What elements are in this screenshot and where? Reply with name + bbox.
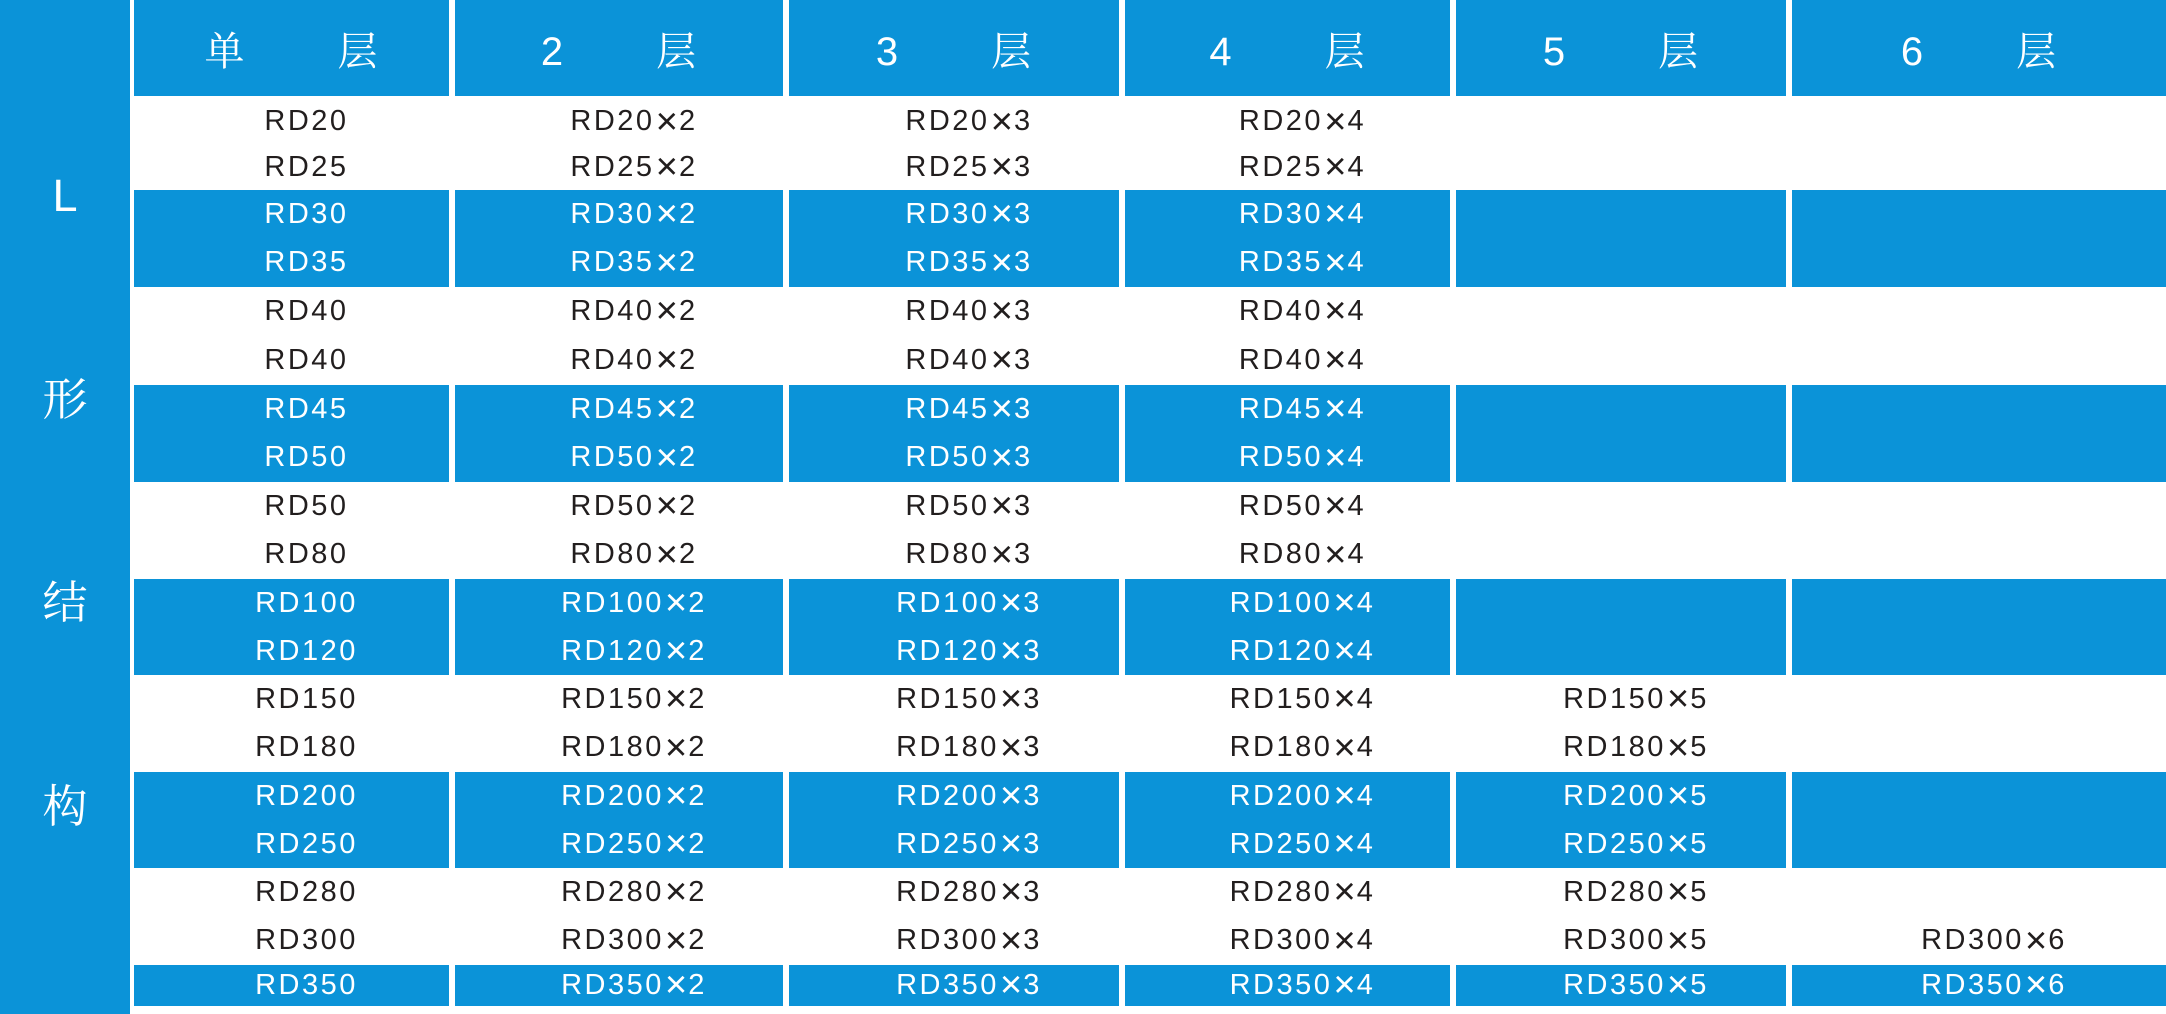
model-cell: RD25 × 2 (570, 145, 698, 189)
table-column-cell (455, 287, 783, 385)
model-cell: RD40 (264, 344, 349, 376)
model-cell: RD350 × 5 (1563, 963, 1709, 1007)
model-cell: RD250 × 3 (896, 821, 1042, 865)
table-column-cell (1456, 99, 1786, 190)
empty-cell (1456, 482, 1786, 531)
model-cell: RD200 × 3 (896, 773, 1042, 817)
multiply-sign: × (1324, 240, 1347, 284)
empty-cell (1456, 531, 1786, 580)
multiply-sign: × (1666, 918, 1690, 962)
table-column-cell (1792, 868, 2166, 965)
model-cell: RD280 × 2 (561, 870, 707, 914)
table-column-cell (134, 579, 449, 675)
model-cell: RD180 × 5 (1563, 725, 1709, 769)
model-cell: RD30 (264, 197, 349, 230)
table-column-cell (134, 190, 449, 287)
multiply-sign: × (1333, 870, 1356, 914)
table-column-cell (455, 868, 783, 965)
column-header-single-layer: 单 层 (134, 0, 449, 96)
model-cell: RD300 × 4 (1229, 918, 1376, 962)
table-column-cell (1456, 868, 1786, 965)
empty-cell (1456, 385, 1786, 434)
model-cell: RD40 × 4 (1238, 338, 1367, 382)
model-cell: RD50 (264, 441, 349, 474)
multiply-sign: × (990, 435, 1013, 479)
model-cell: RD50 × 4 (1238, 484, 1367, 528)
model-cell: RD120 (255, 634, 358, 667)
layer-table (134, 0, 2166, 1014)
column-header-6-layer: 6 层 (1792, 0, 2166, 96)
table-band (134, 482, 2166, 579)
multiply-sign: × (990, 192, 1013, 236)
table-column-cell (1125, 868, 1450, 965)
model-cell: RD280 (255, 875, 358, 908)
multiply-sign: × (655, 240, 678, 284)
empty-cell (1792, 190, 2166, 239)
table-body (134, 99, 2166, 1014)
table-column-cell (789, 385, 1119, 482)
empty-cell (1792, 531, 2166, 580)
model-cell: RD20 × 3 (905, 99, 1033, 143)
model-cell: RD180 (255, 731, 358, 764)
table-column-cell (455, 482, 783, 579)
empty-cell (1792, 239, 2166, 288)
model-cell: RD40 × 3 (905, 289, 1033, 333)
table-column-cell (789, 772, 1119, 868)
model-cell: RD45 × 4 (1238, 387, 1367, 431)
model-cell: RD180 × 3 (896, 725, 1042, 769)
empty-cell (1456, 190, 1786, 239)
empty-cell (1792, 482, 2166, 531)
model-cell: RD350 (255, 969, 358, 1001)
model-cell: RD45 (264, 392, 349, 425)
multiply-sign: × (1324, 192, 1347, 236)
table-column-cell (1125, 675, 1450, 772)
model-cell: RD35 × 2 (570, 240, 698, 284)
table-column-cell (1456, 385, 1786, 482)
multiply-sign: × (664, 963, 688, 1007)
table-band (134, 385, 2166, 482)
empty-cell (1456, 627, 1786, 675)
multiply-sign: × (990, 99, 1013, 143)
model-cell: RD35 × 3 (905, 240, 1033, 284)
table-column-cell (1125, 579, 1450, 675)
model-cell: RD200 × 4 (1229, 773, 1376, 817)
table-column-cell (455, 99, 783, 190)
multiply-sign: × (1333, 725, 1356, 769)
table-column-cell (1456, 579, 1786, 675)
table-band (134, 99, 2166, 190)
multiply-sign: × (1666, 773, 1690, 817)
table-band (134, 772, 2166, 868)
sidebar-char: 结 (42, 577, 88, 629)
table-column-cell (455, 675, 783, 772)
multiply-sign: × (1333, 821, 1356, 865)
multiply-sign: × (664, 918, 688, 962)
model-cell: RD150 × 5 (1563, 677, 1709, 721)
table-column-cell (1792, 675, 2166, 772)
column-header-3-layer: 3 层 (789, 0, 1119, 96)
multiply-sign: × (655, 192, 678, 236)
multiply-sign: × (999, 580, 1023, 624)
table-band (134, 287, 2166, 385)
multiply-sign: × (1666, 677, 1690, 721)
model-cell: RD150 × 4 (1229, 677, 1376, 721)
empty-cell (1792, 724, 2166, 773)
model-cell: RD150 (255, 682, 358, 715)
table-column-cell (1456, 675, 1786, 772)
empty-cell (1792, 627, 2166, 675)
multiply-sign: × (990, 240, 1013, 284)
model-cell: RD80 (264, 538, 349, 571)
model-cell: RD40 × 3 (905, 338, 1033, 382)
multiply-sign: × (655, 532, 678, 576)
multiply-sign: × (990, 338, 1013, 382)
multiply-sign: × (664, 628, 688, 672)
model-cell: RD350 × 3 (896, 963, 1042, 1007)
sidebar-char: L (52, 170, 78, 221)
table-column-cell (1792, 772, 2166, 868)
model-cell: RD120 × 3 (896, 628, 1042, 672)
model-cell: RD120 × 4 (1229, 628, 1376, 672)
multiply-sign: × (1324, 435, 1347, 479)
model-cell: RD150 × 2 (561, 677, 707, 721)
table-column-cell (1125, 385, 1450, 482)
multiply-sign: × (1324, 532, 1347, 576)
table-column-cell (789, 190, 1119, 287)
multiply-sign: × (990, 289, 1013, 333)
multiply-sign: × (655, 289, 678, 333)
table-band (134, 675, 2166, 772)
model-cell: RD280 × 5 (1563, 870, 1709, 914)
model-cell: RD120 × 2 (561, 628, 707, 672)
table-column-cell (134, 385, 449, 482)
table-column-cell (134, 287, 449, 385)
empty-cell (1792, 99, 2166, 145)
table-column-cell (1456, 287, 1786, 385)
empty-cell (1792, 287, 2166, 336)
model-cell: RD250 × 5 (1563, 821, 1709, 865)
model-cell: RD350 × 4 (1229, 963, 1376, 1007)
multiply-sign: × (1324, 484, 1347, 528)
multiply-sign: × (655, 338, 678, 382)
model-cell: RD35 × 4 (1238, 240, 1367, 284)
model-cell: RD35 (264, 246, 349, 279)
multiply-sign: × (1324, 387, 1347, 431)
model-cell: RD150 × 3 (896, 677, 1042, 721)
model-cell: RD300 × 2 (561, 918, 707, 962)
model-cell: RD250 × 4 (1229, 821, 1376, 865)
table-column-cell (789, 579, 1119, 675)
multiply-sign: × (664, 677, 688, 721)
model-cell: RD300 × 6 (1921, 918, 2067, 962)
table-column-cell (1456, 190, 1786, 287)
model-cell: RD180 × 4 (1229, 725, 1376, 769)
table-column-cell (789, 99, 1119, 190)
table-column-cell (1125, 965, 1450, 1006)
multiply-sign: × (1333, 918, 1356, 962)
column-header-2-layer: 2 层 (455, 0, 783, 96)
table-column-cell (1792, 385, 2166, 482)
empty-cell (1792, 145, 2166, 191)
model-cell: RD300 × 5 (1563, 918, 1709, 962)
empty-cell (1456, 145, 1786, 191)
structure-sidebar (0, 0, 130, 1014)
table-column-cell (455, 385, 783, 482)
table-column-cell (134, 868, 449, 965)
model-cell: RD250 (255, 827, 358, 860)
multiply-sign: × (1324, 145, 1347, 189)
empty-cell (1456, 336, 1786, 385)
table-column-cell (1125, 190, 1450, 287)
table-band (134, 965, 2166, 1014)
table-column-cell (134, 675, 449, 772)
model-cell: RD180 × 2 (561, 725, 707, 769)
model-cell: RD200 (255, 779, 358, 812)
table-band (134, 868, 2166, 965)
multiply-sign: × (999, 918, 1023, 962)
table-column-cell (1792, 579, 2166, 675)
table-column-cell (134, 965, 449, 1006)
model-cell: RD250 × 2 (561, 821, 707, 865)
table-column-cell (1792, 190, 2166, 287)
model-cell: RD40 × 4 (1238, 289, 1367, 333)
model-cell: RD25 × 4 (1238, 145, 1367, 189)
empty-cell (1792, 772, 2166, 820)
sidebar-char: 构 (42, 780, 88, 832)
model-cell: RD280 × 3 (896, 870, 1042, 914)
table-column-cell (455, 190, 783, 287)
table-column-cell (134, 99, 449, 190)
multiply-sign: × (655, 99, 678, 143)
table-band (134, 579, 2166, 675)
empty-cell (1792, 434, 2166, 483)
model-cell: RD45 × 2 (570, 387, 698, 431)
empty-cell (1792, 579, 2166, 627)
multiply-sign: × (664, 773, 688, 817)
model-cell: RD200 × 5 (1563, 773, 1709, 817)
model-cell: RD350 × 2 (561, 963, 707, 1007)
multiply-sign: × (990, 387, 1013, 431)
model-cell: RD25 (264, 150, 349, 183)
multiply-sign: × (1666, 870, 1690, 914)
multiply-sign: × (664, 821, 688, 865)
empty-cell (1792, 385, 2166, 434)
table-column-cell (1792, 965, 2166, 1006)
multiply-sign: × (2024, 963, 2048, 1007)
model-cell: RD30 × 3 (905, 192, 1033, 236)
multiply-sign: × (990, 484, 1013, 528)
model-cell: RD80 × 4 (1238, 532, 1367, 576)
multiply-sign: × (664, 870, 688, 914)
model-cell: RD20 × 2 (570, 99, 698, 143)
multiply-sign: × (999, 963, 1023, 1007)
multiply-sign: × (664, 725, 688, 769)
model-cell: RD300 (255, 924, 358, 957)
multiply-sign: × (655, 387, 678, 431)
model-cell: RD45 × 3 (905, 387, 1033, 431)
multiply-sign: × (2024, 918, 2048, 962)
multiply-sign: × (999, 677, 1023, 721)
model-cell: RD100 × 2 (561, 580, 707, 624)
multiply-sign: × (1333, 677, 1356, 721)
empty-cell (1456, 579, 1786, 627)
multiply-sign: × (1666, 725, 1690, 769)
table-column-cell (1456, 772, 1786, 868)
table-column-cell (1792, 99, 2166, 190)
table-column-cell (1456, 965, 1786, 1006)
table-column-cell (1125, 287, 1450, 385)
table-column-cell (455, 965, 783, 1006)
table-column-cell (789, 965, 1119, 1006)
multiply-sign: × (1333, 773, 1356, 817)
model-cell: RD40 × 2 (570, 338, 698, 382)
empty-cell (1456, 99, 1786, 145)
multiply-sign: × (1324, 289, 1347, 333)
multiply-sign: × (1333, 963, 1356, 1007)
table-column-cell (789, 868, 1119, 965)
model-cell: RD350 × 6 (1921, 963, 2067, 1007)
multiply-sign: × (1324, 338, 1347, 382)
model-cell: RD40 (264, 295, 349, 327)
table-column-cell (1456, 482, 1786, 579)
column-header-5-layer: 5 层 (1456, 0, 1786, 96)
model-cell: RD280 × 4 (1229, 870, 1376, 914)
table-column-cell (455, 772, 783, 868)
model-cell: RD80 × 3 (905, 532, 1033, 576)
multiply-sign: × (1333, 580, 1356, 624)
table-column-cell (1125, 772, 1450, 868)
multiply-sign: × (664, 580, 688, 624)
multiply-sign: × (655, 484, 678, 528)
empty-cell (1456, 239, 1786, 288)
multiply-sign: × (655, 145, 678, 189)
table-column-cell (134, 772, 449, 868)
model-cell: RD20 × 4 (1238, 99, 1367, 143)
model-cell: RD80 × 2 (570, 532, 698, 576)
model-cell: RD100 (255, 586, 358, 619)
table-column-cell (789, 287, 1119, 385)
empty-cell (1792, 336, 2166, 385)
multiply-sign: × (990, 532, 1013, 576)
multiply-sign: × (1324, 99, 1347, 143)
empty-cell (1792, 675, 2166, 724)
model-cell: RD50 × 3 (905, 484, 1033, 528)
empty-cell (1456, 287, 1786, 336)
multiply-sign: × (999, 628, 1023, 672)
model-cell: RD20 (264, 105, 349, 138)
model-cell: RD50 (264, 489, 349, 522)
multiply-sign: × (1666, 963, 1690, 1007)
column-header-4-layer: 4 层 (1125, 0, 1450, 96)
model-cell: RD50 × 2 (570, 484, 698, 528)
model-cell: RD100 × 4 (1229, 580, 1376, 624)
model-cell: RD50 × 2 (570, 435, 698, 479)
model-cell: RD300 × 3 (896, 918, 1042, 962)
multiply-sign: × (1666, 821, 1690, 865)
model-cell: RD25 × 3 (905, 145, 1033, 189)
model-cell: RD200 × 2 (561, 773, 707, 817)
table-column-cell (1792, 287, 2166, 385)
table-column-cell (1125, 482, 1450, 579)
empty-cell (1792, 868, 2166, 917)
table-column-cell (789, 482, 1119, 579)
multiply-sign: × (1333, 628, 1356, 672)
table-header-row (134, 0, 2166, 96)
multiply-sign: × (990, 145, 1013, 189)
model-cell: RD30 × 4 (1238, 192, 1367, 236)
table-column-cell (789, 675, 1119, 772)
model-cell: RD40 × 2 (570, 289, 698, 333)
model-cell: RD50 × 4 (1238, 435, 1367, 479)
empty-cell (1792, 820, 2166, 868)
model-cell: RD50 × 3 (905, 435, 1033, 479)
multiply-sign: × (999, 870, 1023, 914)
model-cell: RD30 × 2 (570, 192, 698, 236)
table-column-cell (1125, 99, 1450, 190)
multiply-sign: × (999, 773, 1023, 817)
table-column-cell (1792, 482, 2166, 579)
multiply-sign: × (655, 435, 678, 479)
empty-cell (1456, 434, 1786, 483)
table-band (134, 190, 2166, 287)
table-column-cell (134, 482, 449, 579)
table-column-cell (455, 579, 783, 675)
model-cell: RD100 × 3 (896, 580, 1042, 624)
multiply-sign: × (999, 821, 1023, 865)
multiply-sign: × (999, 725, 1023, 769)
sidebar-char: 形 (42, 373, 88, 425)
